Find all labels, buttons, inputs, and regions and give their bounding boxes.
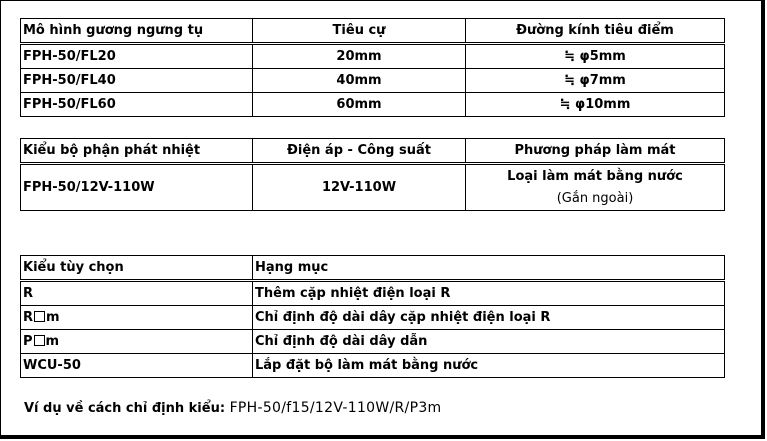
cell-heater-type: FPH-50/12V-110W [21,164,253,211]
condenser-mirror-table [20,18,725,117]
heater-unit-table [20,138,725,211]
table-row [21,164,725,211]
cell-focal-length: 20mm [253,44,466,69]
cell-model: FPH-50/FL40 [21,69,253,93]
cell-focal-diameter: ≒ φ5mm [466,44,725,69]
table-row [21,44,725,69]
option-prefix: R [23,309,34,325]
cell-option: R [21,281,253,306]
example-code: FPH-50/f15/12V-110W/R/P3m [229,400,442,416]
cooling-method-line1: Loại làm mát bằng nước [507,168,683,184]
header-voltage-power: Điện áp - Công suất [253,139,466,164]
example-label: Ví dụ về cách chỉ định kiểu: [24,401,230,416]
cell-item: Chỉ định độ dài dây cặp nhiệt điện loại R [253,306,725,330]
cell-model: FPH-50/FL60 [21,93,253,117]
cell-focal-length: 40mm [253,69,466,93]
table-header-row [21,139,725,164]
table-header-row [21,256,725,281]
header-focal-diameter: Đường kính tiêu điểm [466,19,725,44]
cell-voltage-power: 12V-110W [253,164,466,211]
option-prefix: P [23,333,33,349]
model-designation-example [24,400,441,416]
cell-focal-diameter: ≒ φ7mm [466,69,725,93]
table-row [21,354,725,378]
header-focal-length: Tiêu cự [253,19,466,44]
header-cooling-method: Phương pháp làm mát [466,139,725,164]
cell-item: Chỉ định độ dài dây dẫn [253,330,725,354]
header-item: Hạng mục [253,256,725,281]
blank-box-icon [34,335,45,346]
cell-option [21,330,253,354]
cell-cooling-method [466,164,725,211]
cell-focal-length: 60mm [253,93,466,117]
blank-box-icon [34,311,45,322]
table-row [21,93,725,117]
table-row [21,69,725,93]
option-types-table [20,255,725,378]
table-header-row [21,19,725,44]
cell-item: Thêm cặp nhiệt điện loại R [253,281,725,306]
cell-focal-diameter: ≒ φ10mm [466,93,725,117]
table-row [21,306,725,330]
table-row [21,281,725,306]
cooling-method-line2: (Gắn ngoài) [556,190,634,206]
cell-item: Lắp đặt bộ làm mát bằng nước [253,354,725,378]
header-option-type: Kiểu tùy chọn [21,256,253,281]
cell-option: WCU-50 [21,354,253,378]
cell-model: FPH-50/FL20 [21,44,253,69]
option-suffix: m [45,333,60,349]
table-row [21,330,725,354]
header-model: Mô hình gương ngưng tụ [21,19,253,44]
option-suffix: m [46,309,60,325]
header-heater-type: Kiểu bộ phận phát nhiệt [21,139,253,164]
cell-option [21,306,253,330]
